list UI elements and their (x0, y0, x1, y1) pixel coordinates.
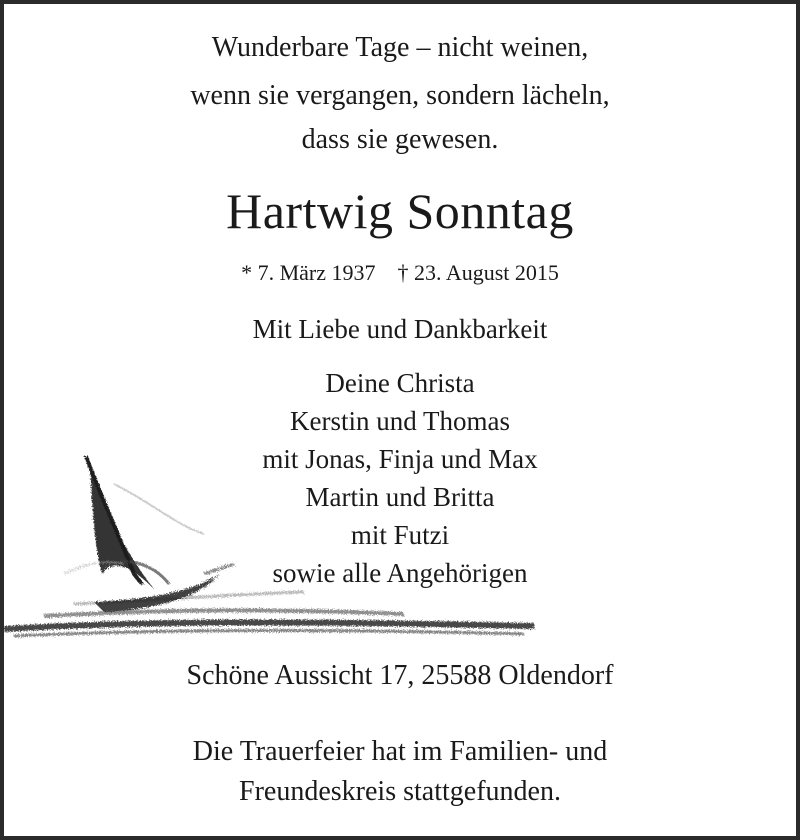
life-dates (4, 260, 796, 286)
death-date: † 23. August 2015 (397, 260, 559, 285)
birth-date: * 7. März 1937 (241, 260, 376, 285)
quote-line: wenn sie vergangen, sondern lächeln, (190, 80, 610, 111)
dedication-line: Mit Liebe und Dankbarkeit (252, 314, 548, 344)
mourner-line: Deine Christa (325, 368, 475, 398)
mourner-line: Kerstin und Thomas (290, 406, 510, 436)
mourner-line: sowie alle Angehörigen (272, 558, 528, 588)
deceased-name: Hartwig Sonntag (226, 183, 574, 239)
notice-line: Freundeskreis stattgefunden. (239, 776, 561, 807)
mourner-line: mit Futzi (350, 520, 450, 550)
mourner-line: Martin und Britta (305, 482, 495, 512)
quote-line: dass sie gewesen. (301, 124, 499, 155)
address-line: Schöne Aussicht 17, 25588 Oldendorf (186, 660, 614, 691)
mourner-line: mit Jonas, Finja und Max (262, 444, 538, 474)
notice-line: Die Trauerfeier hat im Familien- und (192, 736, 608, 767)
quote-line: Wunderbare Tage – nicht weinen, (211, 32, 589, 63)
